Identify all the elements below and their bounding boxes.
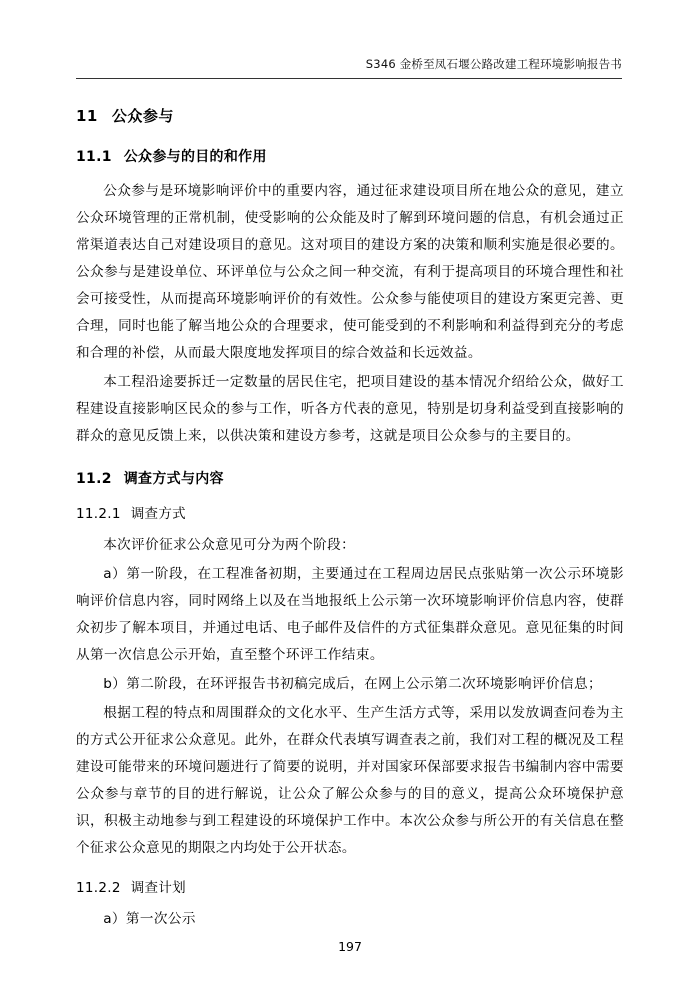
page-title	[76, 105, 624, 126]
section-number: 11	[76, 107, 98, 125]
subsubsection-heading-11-2-2	[76, 876, 624, 896]
subsubsection-number: 11.2.1	[76, 506, 121, 522]
subsubsection-heading-11-2-1	[76, 502, 624, 522]
paragraph: a）第一阶段，在工程准备初期，主要通过在工程周边居民点张贴第一次公示环境影响评价信息内容，同时网络上以及在当地报纸上公示第一次环境影响评价信息内容，使群众初步了解本项目，并通过电话、电子邮件及信件的方式征集群众意见。意见征集的时间从第一次信息公示开始，直至整个环评工作结束。	[76, 566, 624, 663]
subsubsection-title: 调查计划	[130, 880, 186, 896]
subsection-number: 11.2	[76, 471, 112, 487]
paragraph: b）第二阶段，在环评报告书初稿完成后，在网上公示第二次环境影响评价信息；	[103, 676, 602, 692]
subsection-number: 11.1	[76, 149, 112, 165]
paragraph: 本次评价征求公众意见可分为两个阶段：	[103, 537, 356, 553]
paragraph: 本工程沿途要拆迁一定数量的居民住宅，把项目建设的基本情况介绍给公众，做好工程建设直接影响区民众的参与工作，听各方代表的意见，特别是切身利益受到直接影响的群众的意见反馈上来，以供决策和建设方参考，这就是项目公众参与的主要目的。	[76, 374, 624, 444]
page-number: 197	[338, 939, 362, 954]
section-title: 公众参与	[111, 107, 174, 125]
subsection-title: 调查方式与内容	[123, 471, 224, 487]
subsection-heading-11-1	[76, 146, 624, 166]
paragraph: a）第一次公示	[103, 911, 196, 927]
subsection-title: 公众参与的目的和作用	[123, 149, 267, 165]
subsubsection-title: 调查方式	[130, 506, 186, 522]
paragraph: 公众参与是环境影响评价中的重要内容，通过征求建设项目所在地公众的意见，建立公众环境管理的正常机制，使受影响的公众能及时了解到环境问题的信息，有机会通过正常渠道表达自己对建设项目的意见。这对项目的建设方案的决策和顺利实施是很必要的。公众参与是建设单位、环评单位与公众之间一种交流，有利于提高项目的环境合理性和社会可接受性，从而提高环境影响评价的有效性。公众参与能使项目的建设方案更完善、更合理，同时也能了解当地公众的合理要求，使可能受到的不利影响和利益得到充分的考虑和合理的补偿，从而最大限度地发挥项目的综合效益和长远效益。	[76, 183, 624, 361]
subsubsection-number: 11.2.2	[76, 880, 121, 896]
paragraph: 根据工程的特点和周围群众的文化水平、生产生活方式等，采用以发放调查问卷为主的方式公开征求公众意见。此外，在群众代表填写调查表之前，我们对工程的概况及工程建设可能带来的环境问题进行了简要的说明，并对国家环保部要求报告书编制内容中需要公众参与章节的目的进行解说，让公众了解公众参与的目的意义，提高公众环境保护意识，积极主动地参与到工程建设的环境保护工作中。本次公众参与所公开的有关信息在整个征求公众意见的期限之内均处于公开状态。	[76, 705, 624, 856]
running-header: S346 金桥至凤石堰公路改建工程环境影响报告书	[76, 56, 622, 79]
subsection-heading-11-2	[76, 468, 624, 488]
